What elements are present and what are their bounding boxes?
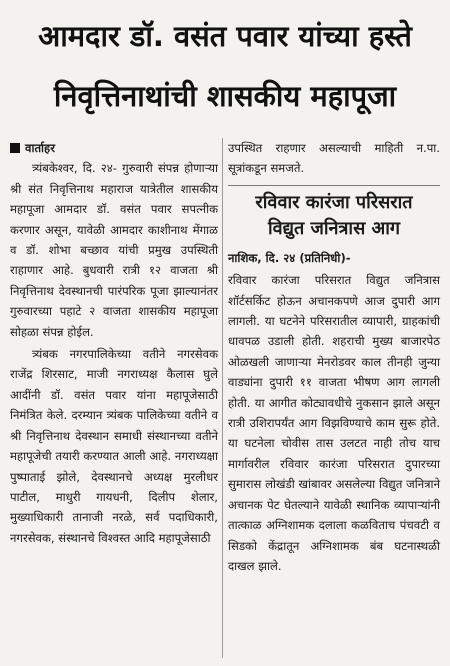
left-column (10, 138, 218, 548)
sub-headline-line-1: रविवार कारंजा परिसरात (255, 191, 413, 213)
sub-headline-line-2: विद्युत जनित्रास आग (267, 217, 401, 239)
section-divider (228, 185, 440, 186)
byline-text: वार्ताहर (25, 141, 55, 155)
article-paragraph-1: त्र्यंबकेश्वर, दि. २४- गुरुवारी संपन्न होणाऱ्या श्री संत निवृत्तिनाथ महाराज यात्रेतील शासकीय महापूजा आमदार डॉ. वसंत पवार सपत्नीक करणार असून, यावेळी आमदार काशीनाथ मेंगाळ व डॉ. शोभा बच्छाव यांची प्रमुख उपस्थिती राहाणार आहे. बुधवारी रात्री १२ वाजता श्री निवृत्तिनाथ देवस्थानची पारंपरिक पूजा झाल्यानंतर गुरुवारच्या पहाटे २ वाजता शासकीय महापूजा सोहळा संपन्न होईल. (10, 161, 218, 339)
dateline-text: नाशिक, दि. २४ (प्रतिनिधी)- (228, 250, 351, 265)
dateline (228, 248, 440, 268)
headline-line-2: निवृत्तिनाथांची शासकीय महापूजा (53, 79, 397, 113)
byline (10, 138, 218, 158)
article-continuation: उपस्थित राहणार असल्याची माहिती न.पा. सूत्रांकडून समजते. (228, 141, 440, 176)
right-column (228, 138, 440, 576)
column-divider (222, 138, 223, 658)
sub-headline (228, 190, 440, 242)
article-paragraph-2: त्र्यंबक नगरपालिकेच्या वतीने नगरसेवक राजेंद्र शिरसाट, माजी नगराध्यक्ष कैलास घुले आदींनी डॉ. वसंत पवार यांना महापूजेसाठी निमंत्रित केले. दरम्यान त्र्यंबक पालिकेच्या वतीने व श्री निवृत्तिनाथ देवस्थान समाधी संस्थानच्या वतीने महापूजेची तयारी करण्यात आली आहे. नगराध्यक्षा पुष्पाताई झोले, देवस्थानचे अध्यक्ष मुरलीधर पाटील, माधुरी गायधनी, दिलीप शेलार, मुख्याधिकारी तानाजी नरळे, सर्व पदाधिकारी, नगरसेवक, संस्थानचे विश्वस्त आदि महापूजेसाठी (10, 347, 218, 545)
headline-line-1: आमदार डॉ. वसंत पवार यांच्या हस्ते (38, 19, 412, 53)
bullet-square-icon (10, 143, 20, 153)
fire-article-body: रविवार कारंजा परिसरात विद्युत जनित्रास शॉर्टसर्किट होऊन अचानकपणे आज दुपारी आग लागली. या घटनेने परिसरातील व्यापारी, ग्राहकांची धावपळ उडाली होती. शहराची मुख्य बाजारपेठ ओळखली जाणाऱ्या मेनरोडवर काल तीनही जुन्या वाड्यांना दुपारी ११ वाजता भीषण आग लागली होती. या आगीत कोट्यावधीचे नुकसान झाले असून रात्री उशिरापर्यंत आग विझविण्याचे काम सुरू होते. या घटनेला चोवीस तास उलटत नाही तोच याच मार्गावरील रविवार कारंजा परिसरात दुपारच्या सुमारास लोखंडी खांबावर असलेल्या विद्युत जनित्राने अचानक पेट घेतल्याने यावेळी स्थानिक व्यापाऱ्यांनी तात्काळ अग्निशामक दलाला कळविताच पंचवटी व सिडको केंद्रातून अग्निशामक बंब घटनास्थळी दाखल झाले. (228, 273, 440, 573)
